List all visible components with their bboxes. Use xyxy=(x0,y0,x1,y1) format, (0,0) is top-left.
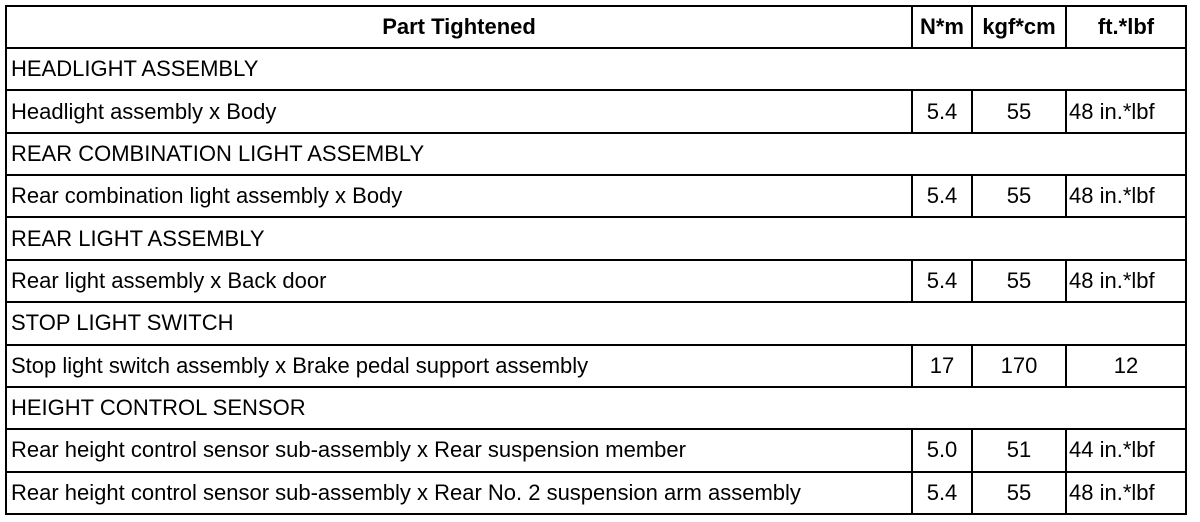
section-title: REAR COMBINATION LIGHT ASSEMBLY xyxy=(6,133,1186,175)
cell-ftlbf: 48 in.*lbf xyxy=(1066,175,1186,217)
cell-kgfcm: 55 xyxy=(972,260,1066,302)
cell-nm: 5.0 xyxy=(912,429,972,471)
section-title: HEIGHT CONTROL SENSOR xyxy=(6,387,1186,429)
cell-kgfcm: 51 xyxy=(972,429,1066,471)
cell-nm: 5.4 xyxy=(912,175,972,217)
section-title: REAR LIGHT ASSEMBLY xyxy=(6,217,1186,259)
table-row xyxy=(6,345,1186,387)
header-kgfcm: kgf*cm xyxy=(972,6,1066,48)
cell-nm: 17 xyxy=(912,345,972,387)
section-title: HEADLIGHT ASSEMBLY xyxy=(6,48,1186,90)
table-row xyxy=(6,472,1186,514)
cell-ftlbf: 48 in.*lbf xyxy=(1066,260,1186,302)
cell-part: Stop light switch assembly x Brake pedal support assembly xyxy=(6,345,912,387)
table-header-row xyxy=(6,6,1186,48)
cell-kgfcm: 55 xyxy=(972,90,1066,132)
cell-kgfcm: 170 xyxy=(972,345,1066,387)
cell-kgfcm: 55 xyxy=(972,472,1066,514)
cell-part: Rear height control sensor sub-assembly x Rear suspension member xyxy=(6,429,912,471)
section-row xyxy=(6,302,1186,344)
torque-spec-table xyxy=(5,5,1187,515)
header-ftlbf: ft.*lbf xyxy=(1066,6,1186,48)
cell-nm: 5.4 xyxy=(912,260,972,302)
cell-ftlbf: 44 in.*lbf xyxy=(1066,429,1186,471)
table-row xyxy=(6,260,1186,302)
section-title: STOP LIGHT SWITCH xyxy=(6,302,1186,344)
header-part-tightened: Part Tightened xyxy=(6,6,912,48)
cell-ftlbf: 48 in.*lbf xyxy=(1066,90,1186,132)
cell-part: Rear combination light assembly x Body xyxy=(6,175,912,217)
section-row xyxy=(6,387,1186,429)
cell-nm: 5.4 xyxy=(912,90,972,132)
cell-kgfcm: 55 xyxy=(972,175,1066,217)
section-row xyxy=(6,133,1186,175)
cell-part: Rear light assembly x Back door xyxy=(6,260,912,302)
cell-part: Headlight assembly x Body xyxy=(6,90,912,132)
cell-part: Rear height control sensor sub-assembly x Rear No. 2 suspension arm assembly xyxy=(6,472,912,514)
header-nm: N*m xyxy=(912,6,972,48)
table-row xyxy=(6,90,1186,132)
cell-ftlbf: 12 xyxy=(1066,345,1186,387)
cell-ftlbf: 48 in.*lbf xyxy=(1066,472,1186,514)
section-row xyxy=(6,48,1186,90)
table-row xyxy=(6,175,1186,217)
table-row xyxy=(6,429,1186,471)
section-row xyxy=(6,217,1186,259)
cell-nm: 5.4 xyxy=(912,472,972,514)
